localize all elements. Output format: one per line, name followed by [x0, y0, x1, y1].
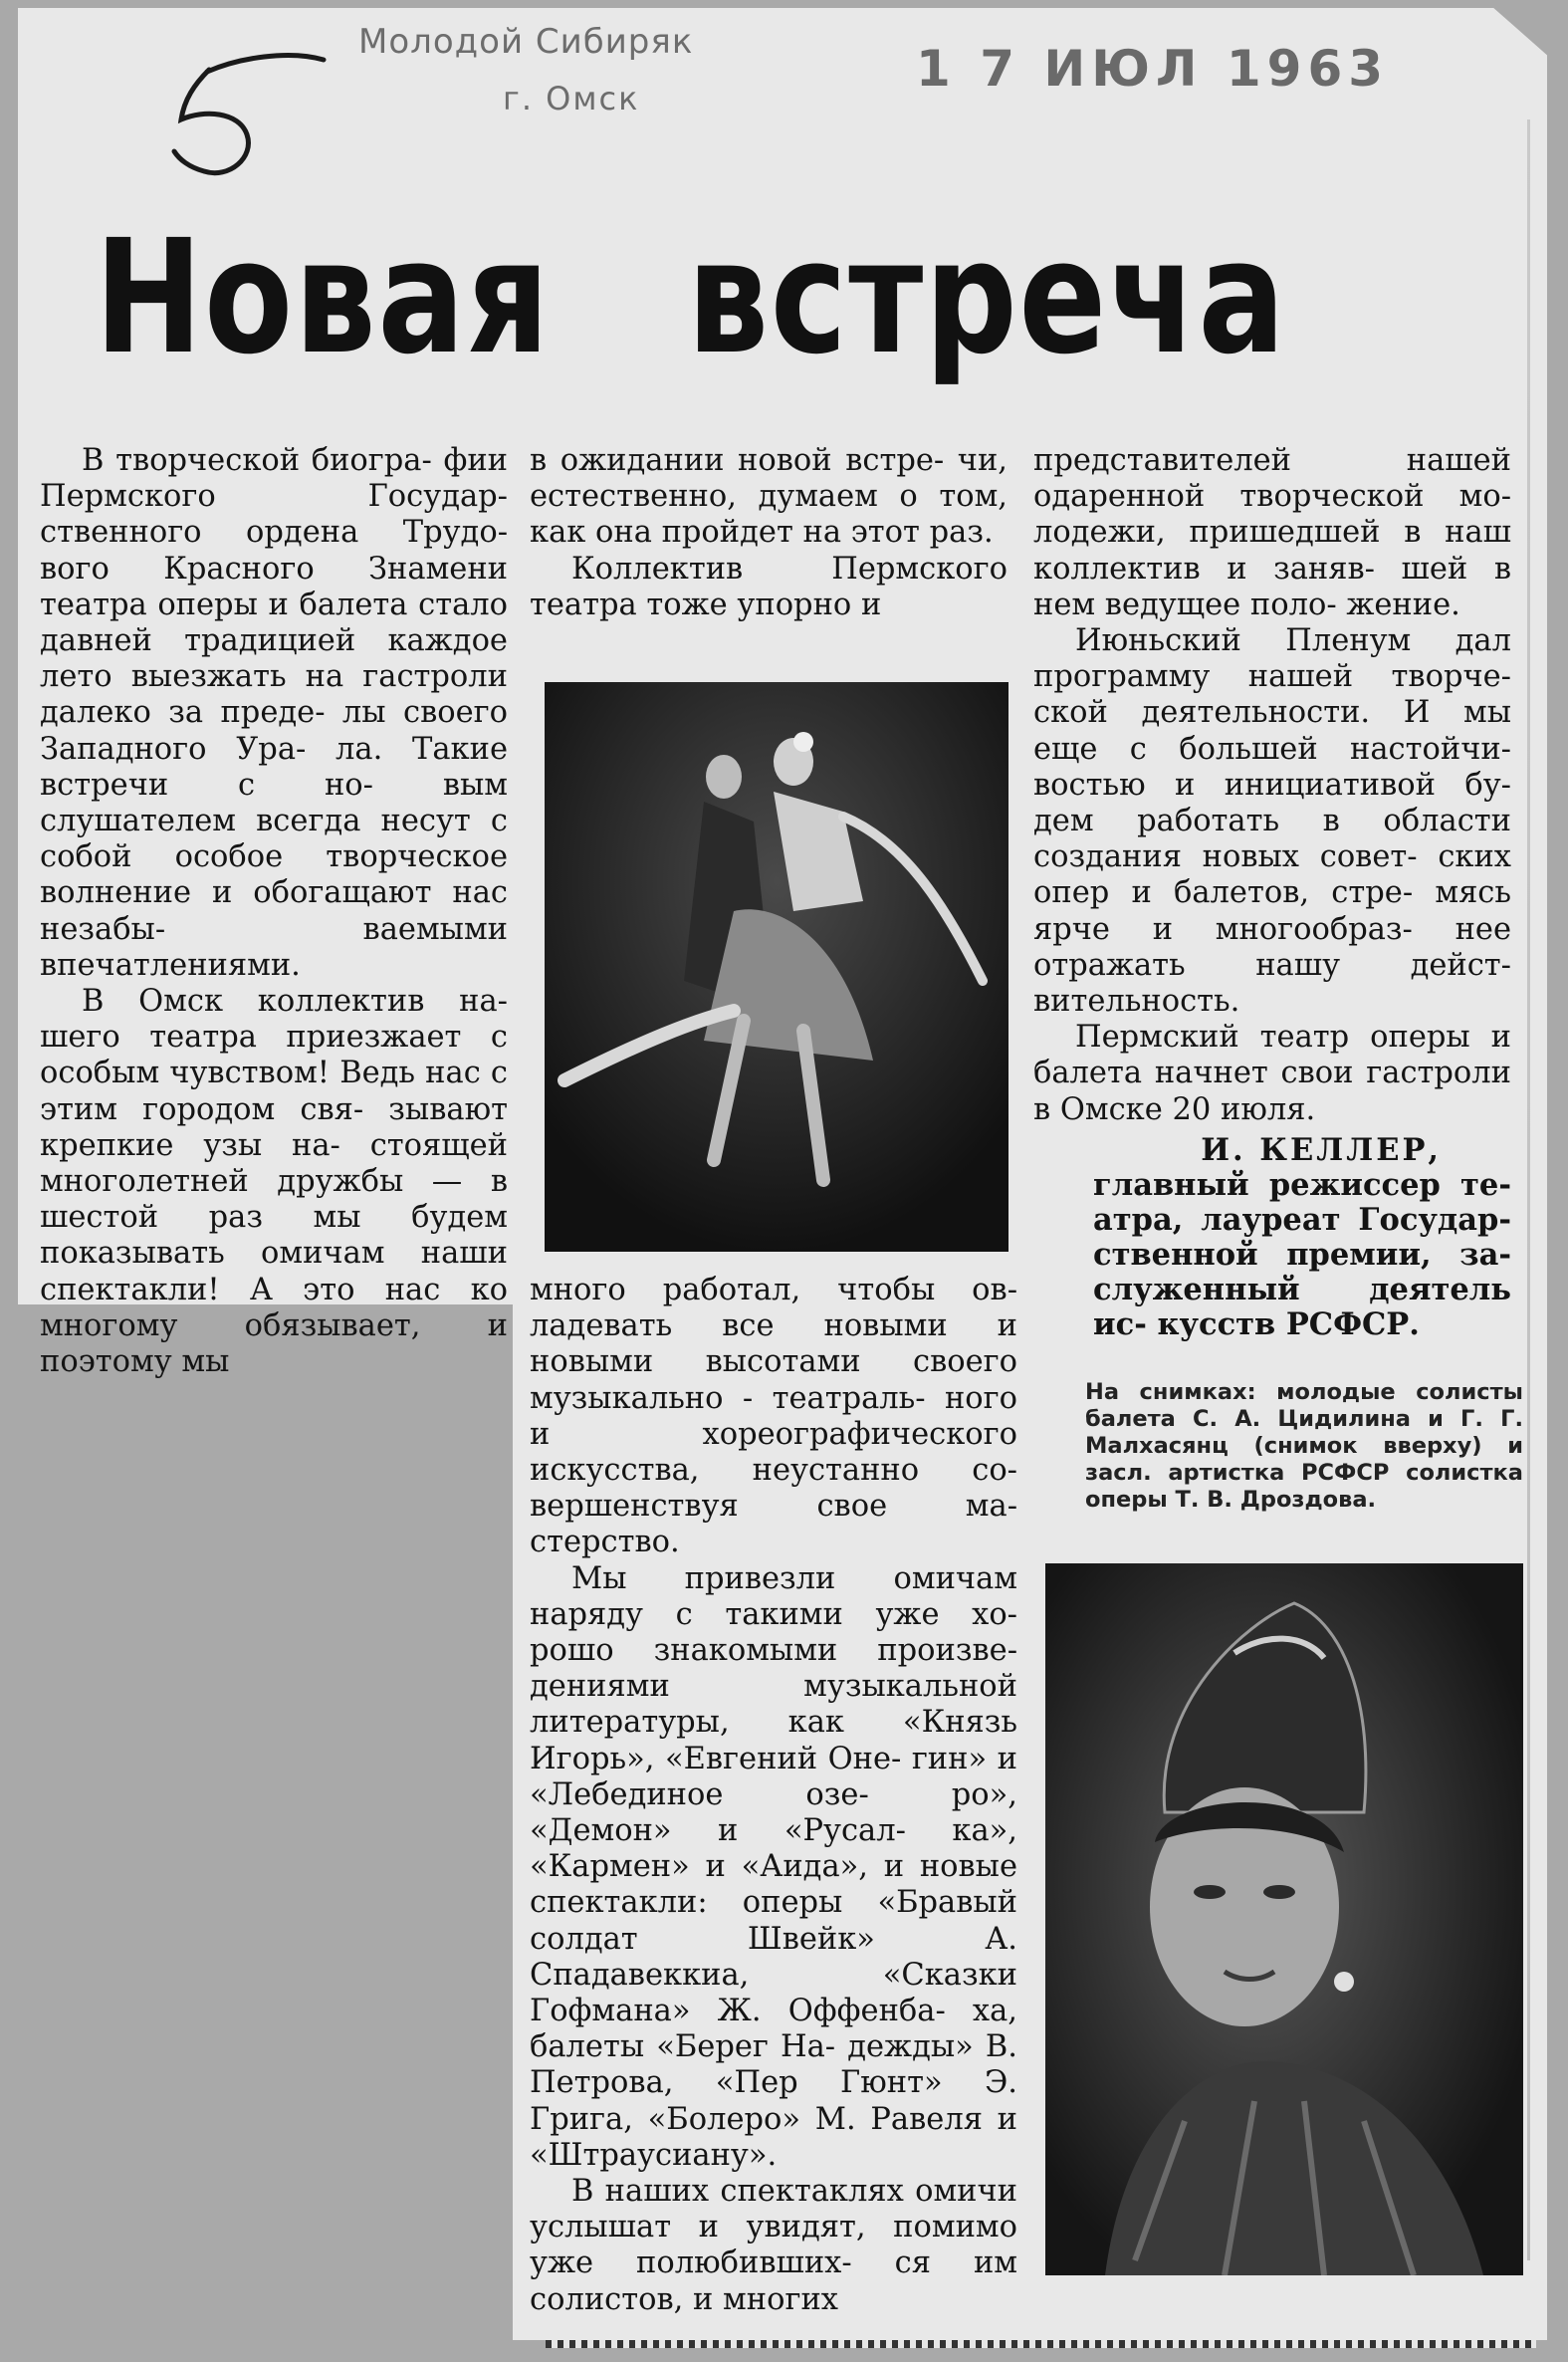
ballet-photo: [545, 682, 1008, 1252]
bottom-border: [546, 2340, 1536, 2348]
article-column-3: [1033, 443, 1511, 1342]
date-stamp: 1 7 ИЮЛ 1963: [916, 40, 1390, 98]
article-column-2-top: [530, 443, 1008, 623]
ballet-dancers-image: [545, 682, 1008, 1252]
newspaper-city: г. Омск: [503, 80, 640, 118]
paragraph: Июньский Пленум дал программу нашей творче- ской деятельности. И мы еще с большей настойчи- востью и инициативой бу- дем работать в области создания новых совет- ских опер и балетов, стре- мясь ярче и многообраз- нее отражать нашу дейст- вительность.: [1033, 623, 1511, 1020]
article-column-2-bottom: [530, 1273, 1017, 2318]
paragraph: Коллектив Пермского театра тоже упорно и: [530, 551, 1008, 622]
headline: Новая встреча: [95, 206, 1287, 389]
paragraph: в ожидании новой встре- чи, естественно, думаем о том, как она пройдет на этот раз.: [530, 443, 1008, 551]
fold-line: [1527, 119, 1530, 2260]
portrait-photo: [1045, 1563, 1523, 2275]
paragraph: Мы привезли омичам наряду с такими уже хо- рошо знакомыми произве- дениями музыкальной литературы, как «Князь Игорь», «Евгений Оне- гин» и «Лебединое озе- ро», «Демон» и «Русал- ка», «Кармен» и «Аида», и новые спектакли: оперы «Бравый солдат Швейк» А. Спадавеккиа, «Сказки Гофмана» Ж. Оффенба- ха, балеты «Берег На- дежды» В. Петрова, «Пер Гюнт» Э. Грига, «Болеро» М. Равеля и «Штраусиану».: [530, 1560, 1017, 2173]
paragraph: В творческой биогра- фии Пермского Государ- ственного ордена Трудо- вого Красного Знамени театра оперы и балета стало давней традицией каждое лето выезжать на гастроли далеко за преде- лы своего Западного Ура- ла. Такие встречи с но- вым слушателем всегда несут с собой особое творческое волнение и обогащают нас незабы- ваемыми впечатлениями.: [40, 443, 508, 983]
newspaper-name: Молодой Сибиряк: [358, 22, 694, 62]
singer-portrait-image: [1045, 1563, 1523, 2275]
author-title: главный режиссер те- атра, лауреат Государ- ственной премии, за- служенный деятель ис- кусств РСФСР.: [1093, 1167, 1511, 1343]
paragraph: В наших спектаклях омичи услышат и увидят, помимо уже полюбивших- ся им солистов, и многих: [530, 2174, 1017, 2317]
paragraph: Пермский театр оперы и балета начнет свои гастроли в Омске 20 июля.: [1033, 1020, 1511, 1127]
article-column-1: [40, 443, 508, 1380]
handwritten-number: [149, 40, 338, 199]
handwritten-five-icon: [149, 40, 338, 199]
paragraph: представителей нашей одаренной творческой мо- лодежи, пришедшей в наш коллектив и заняв- шей в нем ведущее поло- жение.: [1033, 443, 1511, 622]
signature: [1033, 1132, 1511, 1342]
paragraph: много работал, чтобы ов- ладевать все новыми и новыми высотами своего музыкально - театраль- ного и хореографического искусства, неустанно со- вершенствуя свое ма- стерство.: [530, 1273, 1017, 1560]
photo-caption: На снимках: молодые солисты балета С. А. Цидилина и Г. Г. Малхасянц (снимок вверху) и засл. артистка РСФСР солистка оперы Т. В. Дроздова.: [1085, 1379, 1523, 1513]
author-name: И. КЕЛЛЕР,: [1201, 1131, 1442, 1168]
paragraph: В Омск коллектив на- шего театра приезжает с особым чувством! Ведь нас с этим городом свя- зывают крепкие узы на- стоящей многолетней дружбы — в шестой раз мы будем показывать омичам наши спектакли! А это нас ко многому обязывает, и поэтому мы: [40, 984, 508, 1380]
